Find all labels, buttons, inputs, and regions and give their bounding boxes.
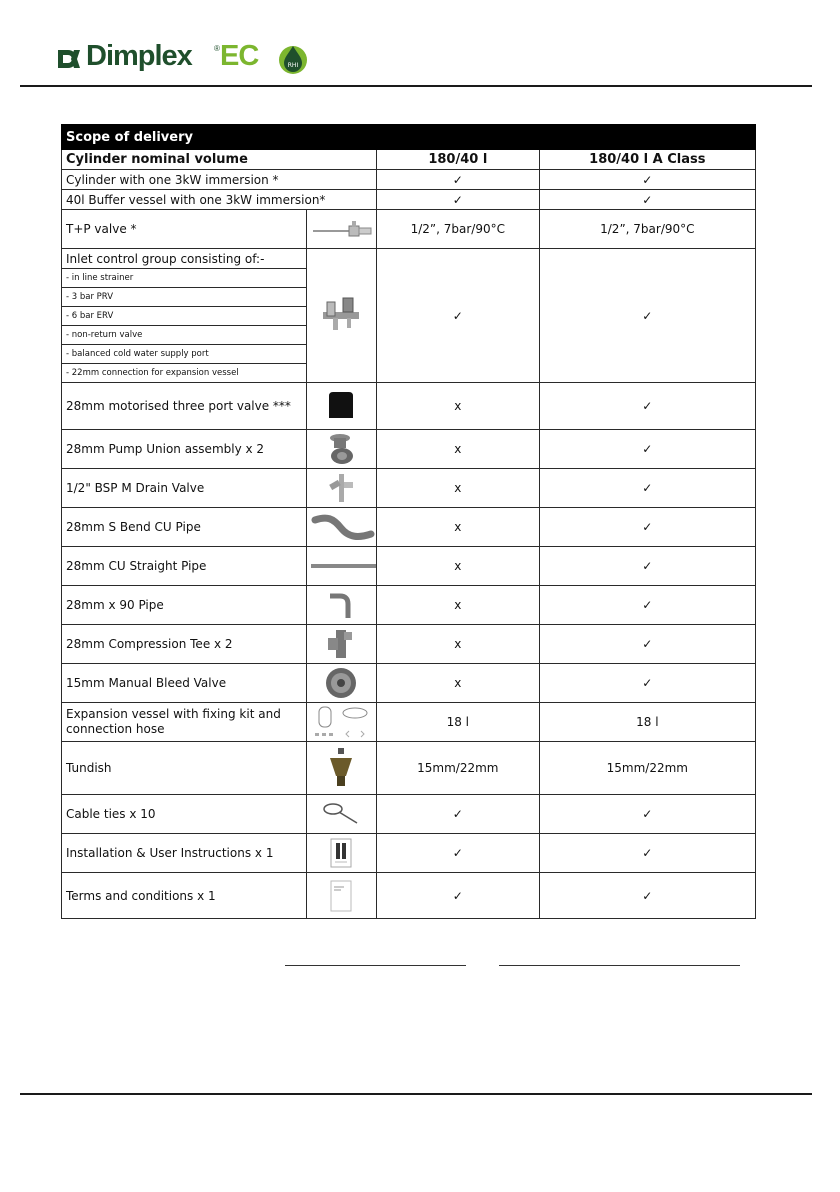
row-value-a: x [376,508,539,547]
bleed-valve-image [306,664,376,703]
row-label: 1/2" BSP M Drain Valve [62,469,307,508]
table-row [62,190,756,210]
row-value-a: x [376,547,539,586]
row-value-a: x [376,625,539,664]
brand-name: Dimplex [86,40,192,72]
row-label: T+P valve * [62,210,307,249]
inlet-control-group-image [306,249,376,383]
elbow-pipe-image [306,586,376,625]
dimplex-mark-icon [54,44,88,74]
row-label-line2: connection hose [66,722,165,736]
row-label: Inlet control group consisting of:- [62,249,307,269]
row-value-b: ✓ [539,469,755,508]
sub-item: - non-return valve [62,326,307,345]
row-value-b: 1/2”, 7bar/90°C [539,210,755,249]
row-label: 40l Buffer vessel with one 3kW immersion* [62,190,377,210]
header-col-b: 180/40 l A Class [539,150,755,170]
row-value-a: ✓ [376,834,539,873]
row-value-b: ✓ [539,664,755,703]
registered-mark: ® [214,44,220,53]
row-value-b: ✓ [539,508,755,547]
table-row [62,586,756,625]
sub-item: - 6 bar ERV [62,307,307,326]
eco-drop-label: RHI [287,62,299,69]
row-value-b: ✓ [539,873,755,919]
row-value-b: ✓ [539,383,755,430]
table-row [62,547,756,586]
table-row [62,625,756,664]
table-section-header [62,125,756,150]
table-row [62,210,756,249]
table-row [62,170,756,190]
compression-tee-image [306,625,376,664]
table-row [62,383,756,430]
row-value-a: x [376,469,539,508]
table-row [62,249,756,269]
row-label: 28mm Pump Union assembly x 2 [62,430,307,469]
table-row [62,873,756,919]
row-value-b: ✓ [539,625,755,664]
drain-valve-image [306,469,376,508]
tp-valve-image [306,210,376,249]
table-row [62,430,756,469]
straight-pipe-image [306,547,376,586]
row-value-a: x [376,664,539,703]
row-value-a: 15mm/22mm [376,742,539,795]
expansion-vessel-image [306,703,376,742]
row-value-a: ✓ [376,170,539,190]
footer-underline-right [499,965,740,966]
footer-underline-left [285,965,466,966]
row-label: 28mm x 90 Pipe [62,586,307,625]
row-value-a: 18 l [376,703,539,742]
header-col-a: 180/40 l [376,150,539,170]
row-value-b: ✓ [539,795,755,834]
terms-document-image [306,873,376,919]
row-value-a: 1/2”, 7bar/90°C [376,210,539,249]
row-label: 28mm S Bend CU Pipe [62,508,307,547]
row-value-a: x [376,430,539,469]
instructions-image [306,834,376,873]
table-row [62,742,756,795]
motorised-valve-image [306,383,376,430]
row-value-a: ✓ [376,795,539,834]
table-row [62,469,756,508]
row-value-b: 18 l [539,703,755,742]
row-label: 28mm Compression Tee x 2 [62,625,307,664]
table-row [62,508,756,547]
table-row [62,703,756,742]
row-value-a: ✓ [376,249,539,383]
header-rule [20,85,812,87]
row-value-b: ✓ [539,547,755,586]
row-label [62,703,307,742]
row-value-a: ✓ [376,190,539,210]
table-row [62,664,756,703]
sub-item: - balanced cold water supply port [62,345,307,364]
brand-eco: EC [220,40,259,72]
row-value-b: ✓ [539,249,755,383]
row-value-b: ✓ [539,170,755,190]
row-value-b: ✓ [539,430,755,469]
row-value-b: ✓ [539,190,755,210]
row-label: 28mm CU Straight Pipe [62,547,307,586]
sub-item: - in line strainer [62,269,307,288]
row-value-a: ✓ [376,873,539,919]
scope-of-delivery-table [61,124,756,919]
row-value-b: ✓ [539,834,755,873]
row-value-a: x [376,586,539,625]
s-bend-pipe-image [306,508,376,547]
row-label: Tundish [62,742,307,795]
header-label: Cylinder nominal volume [62,150,377,170]
row-label: Terms and conditions x 1 [62,873,307,919]
row-label: Cylinder with one 3kW immersion * [62,170,377,190]
row-label: Installation & User Instructions x 1 [62,834,307,873]
pump-union-image [306,430,376,469]
row-label: 15mm Manual Bleed Valve [62,664,307,703]
row-value-b: 15mm/22mm [539,742,755,795]
table-row [62,795,756,834]
sub-item: - 3 bar PRV [62,288,307,307]
row-label-line1: Expansion vessel with fixing kit and [66,707,281,721]
sub-item: - 22mm connection for expansion vessel [62,364,307,383]
row-value-b: ✓ [539,586,755,625]
eco-drop-icon [276,42,310,76]
table-row [62,834,756,873]
section-title: Scope of delivery [62,125,756,150]
row-value-a: x [376,383,539,430]
tundish-image [306,742,376,795]
row-label: Cable ties x 10 [62,795,307,834]
table-column-header [62,150,756,170]
row-label: 28mm motorised three port valve *** [62,383,307,430]
footer-rule [20,1093,812,1095]
cable-tie-image [306,795,376,834]
